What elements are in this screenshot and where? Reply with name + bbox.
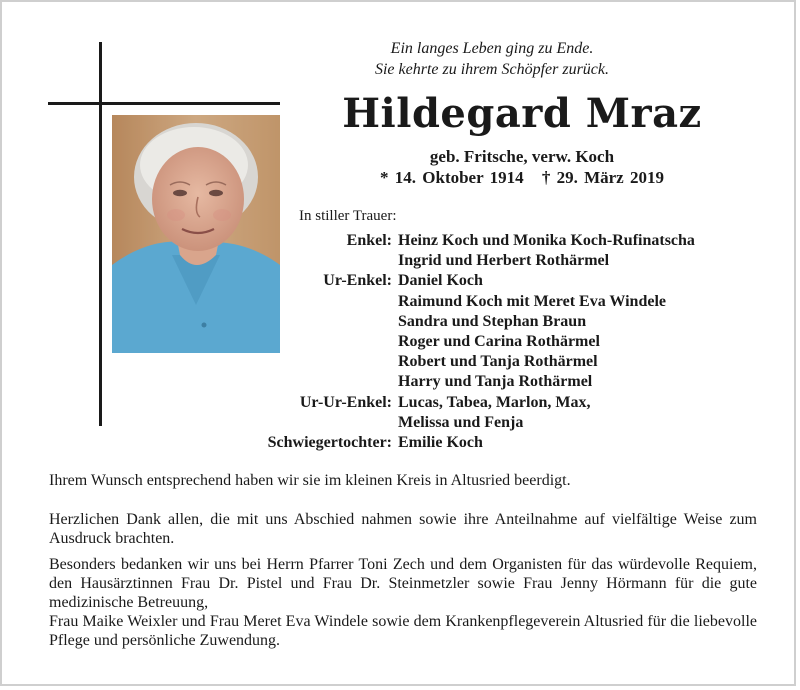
relative-row [202, 312, 695, 332]
motto-line-1: Ein langes Leben ging zu Ende. [390, 40, 594, 57]
burial-note: Ihrem Wunsch entsprechend haben wir sie im kleinen Kreis in Altusried beerdigt. [49, 472, 571, 489]
special-thanks [49, 555, 757, 650]
relative-name: Raimund Koch mit Meret Eva Windele [398, 292, 666, 310]
memorial-motto [302, 38, 682, 80]
relative-name: Roger und Carina Rothärmel [398, 333, 600, 351]
birth-name: geb. Fritsche, verw. Koch [429, 147, 615, 166]
mourning-intro: In stiller Trauer: [299, 208, 397, 224]
cross-horizontal-beam [48, 102, 280, 105]
relative-row [202, 372, 695, 392]
relative-name: Harry und Tanja Rothärmel [398, 373, 593, 391]
relation-label: Ur-Enkel: [323, 272, 392, 290]
mourners-list [202, 231, 695, 453]
relative-row [202, 332, 695, 352]
relative-row [202, 251, 695, 271]
relation-label: Enkel: [346, 232, 392, 249]
birth-date: * 14. Oktober 1914 [380, 168, 524, 187]
life-dates [302, 168, 742, 188]
cross-vertical-beam [99, 42, 102, 426]
relation-label: Ur-Ur-Enkel: [299, 393, 392, 411]
relation-label: Schwiegertochter: [267, 434, 392, 452]
relative-name: Daniel Koch [398, 272, 483, 290]
relative-row [202, 393, 695, 413]
relative-name: Lucas, Tabea, Marlon, Max, [398, 393, 591, 411]
death-date: † 29. März 2019 [541, 168, 664, 187]
relative-name: Sandra und Stephan Braun [398, 312, 587, 330]
relative-row [202, 271, 695, 291]
relative-row [202, 231, 695, 251]
deceased-name: Hildegard Mraz [342, 90, 702, 137]
motto-line-2: Sie kehrte zu ihrem Schöpfer zurück. [374, 61, 609, 78]
relative-row [202, 292, 695, 312]
relative-name: Robert und Tanja Rothärmel [398, 353, 598, 371]
relative-row [202, 413, 695, 433]
relative-name: Ingrid und Herbert Rothärmel [398, 252, 610, 270]
special-thanks-part-1: Besonders bedanken wir uns bei Herrn Pfarrer Toni Zech und dem Organisten für das würdevolle Requiem, den Hausärztinnen Frau Dr. Pistel und Frau Dr. Steinmetzler sowie Frau Jenny Hörmann für die gute medizinische Betreuung, [49, 556, 757, 611]
relative-name: Melissa und Fenja [398, 413, 524, 431]
relative-name: Heinz Koch und Monika Koch-Rufinatscha [398, 232, 695, 249]
special-thanks-part-2: Frau Maike Weixler und Frau Meret Eva Windele sowie dem Krankenpflegeverein Altusried für die liebevolle Pflege und persönliche Zuwendung. [49, 613, 757, 649]
thanks-note: Herzlichen Dank allen, die mit uns Abschied nahmen sowie ihre Anteilnahme auf vielfältige Weise zum Ausdruck brachten. [49, 511, 757, 547]
relative-row [202, 433, 695, 453]
relative-name: Emilie Koch [398, 434, 483, 452]
relative-row [202, 352, 695, 372]
